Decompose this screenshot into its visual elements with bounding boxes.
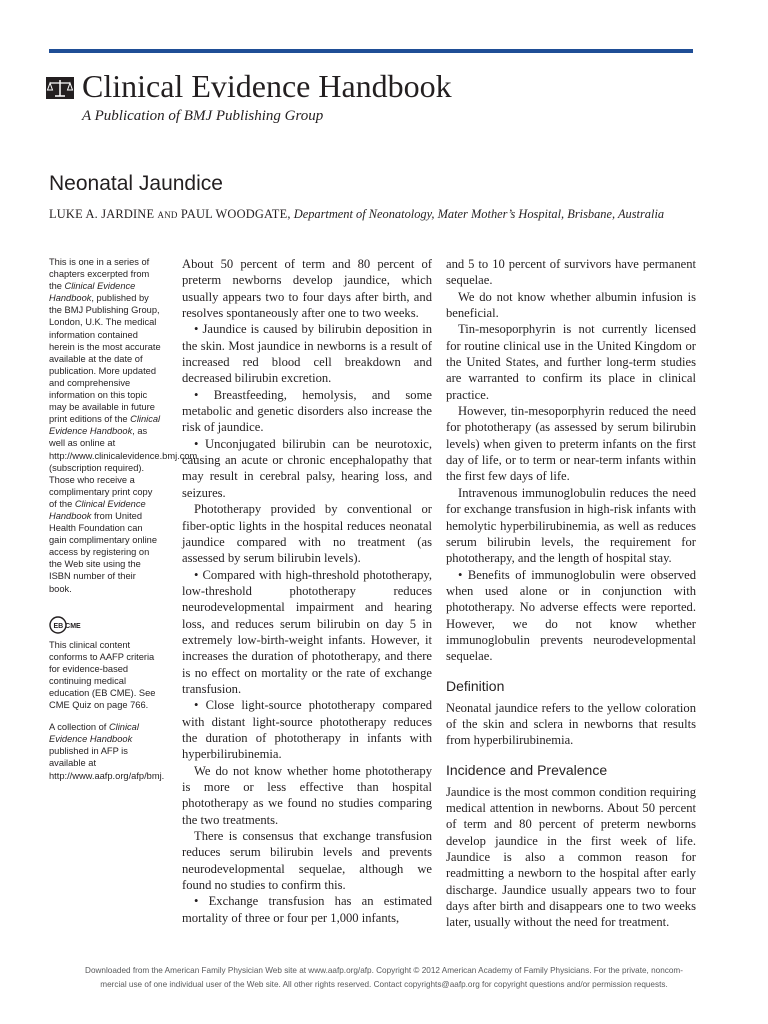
paragraph: • Breastfeeding, hemolysis, and some metabolic and genetic disorders also increase the risk of jaundice. — [182, 387, 432, 435]
ebcme-logo-icon — [49, 615, 91, 635]
paragraph: • Exchange transfusion has an estimated mortality of three or four per 1,000 infants, — [182, 894, 432, 925]
collection-text: A collection of Clinical Evidence Handbook published in AFP is available at http://www.aafp.org/afp/bmj. — [49, 722, 165, 781]
paragraph: Phototherapy provided by conventional or fiber-optic lights in the hospital reduces neonatal jaundice compared with no treatment (as assessed by serum bilirubin levels). — [182, 502, 432, 566]
paragraph: Tin-mesoporphyrin is not currently licensed for routine clinical use in the United Kingdom or the United States, and further long-term studies are warranted to confirm its place in clinical practice. — [446, 322, 696, 402]
sidebar-intro: This is one in a series of chapters excerpted from the Clinical Evidence Handbook, published by the BMJ Publishing Group, London, U.K. The medical information contained herein is the most accurate available at the date of publication. More updated and comprehensive information on this topic may be available in future print editions of the Clinical Evidence Handbook, as well as online at http://www.clinicalevidence.bmj.com (subscription required). Those who receive a complimentary print copy of the Clinical Evidence Handbook from United Health Foundation can gain complimentary online access by registering on the Web site using the ISBN number of their book. — [49, 257, 198, 594]
paragraph: We do not know whether albumin infusion is beneficial. — [446, 289, 696, 321]
paragraph: However, tin-mesoporphyrin reduced the need for phototherapy (as assessed by serum bilirubin levels) when given to preterm infants on the first day of life, or to term or near-term infants within the first few days of life. — [446, 404, 696, 484]
paragraph: There is consensus that exchange transfusion reduces serum bilirubin levels and prevents neurodevelopmental sequelae, although we found no studies to confirm this. — [182, 829, 432, 893]
incidence-text: Jaundice is the most common condition requiring medical attention in newborns. About 50 percent of term and 80 percent of preterm newborns develop jaundice in the first week of life. Jaundice is also a common reason for readmitting a newborn to the hospital after early discharge. Jaundice usually appears two to four days after birth and disappears one to two weeks later, usually without the need for treatment. — [446, 784, 696, 930]
handbook-subtitle: A Publication of BMJ Publishing Group — [82, 108, 324, 124]
footer-line-1: Downloaded from the American Family Physician Web site at www.aafp.org/afp. Copyright © 2012 American Academy of Family Physicians. For the private, noncom- — [85, 966, 683, 975]
paragraph: About 50 percent of term and 80 percent of preterm newborns develop jaundice, which usually appears two to four days after birth, and resolves spontaneously after one to two weeks. — [182, 257, 432, 321]
article-title: Neonatal Jaundice — [49, 172, 223, 195]
paragraph: • Unconjugated bilirubin can be neurotoxic, causing an acute or chronic encephalopathy that may result in cerebral palsy, hearing loss, and seizures. — [182, 436, 432, 500]
ebcme-logo-text: EB CME — [53, 622, 81, 630]
definition-text: Neonatal jaundice refers to the yellow coloration of the skin and sclera in newborns that results from hyperbilirubinemia. — [446, 700, 696, 748]
paragraph: • Close light-source phototherapy compared with distant light-source phototherapy reduces the duration of phototherapy in infants with hyperbilirubinemia. — [182, 698, 432, 762]
definition-heading: Definition — [446, 677, 505, 694]
handbook-title: Clinical Evidence Handbook — [82, 68, 452, 104]
paragraph: Intravenous immunoglobulin reduces the need for exchange transfusion in high-risk infants with hemolytic hyperbilirubinemia, as well as reduces serum bilirubin levels, the requirement for phototherapy, and the length of hospital stay. — [446, 485, 696, 566]
incidence-heading: Incidence and Prevalence — [446, 761, 608, 778]
author-affiliation: Department of Neonatology, Mater Mother’s Hospital, Brisbane, Australia — [293, 207, 665, 221]
cme-text: This clinical content conforms to AAFP criteria for evidence-based continuing medical education (EB CME). See CME Quiz on page 766. — [49, 639, 156, 711]
body-column-1 — [182, 256, 432, 926]
authors-line — [49, 207, 664, 222]
paragraph: and 5 to 10 percent of survivors have permanent sequelae. — [446, 257, 696, 288]
footer-line-2: mercial use of one individual user of the Web site. All other rights reserved. Contact copyrights@aafp.org for copyright questions and/or permission requests. — [100, 980, 668, 989]
paragraph: • Compared with high-threshold phototherapy, low-threshold phototherapy reduces neurodevelopmental impairment and hearing loss, and reduces serum bilirubin on day 5 in extremely low-birth-weight infants. However, it increases the duration of phototherapy, and there is no effect on mortality or the rate of exchange transfusion. — [182, 567, 432, 696]
copyright-footer — [49, 964, 719, 992]
paragraph: • Jaundice is caused by bilirubin deposition in the skin. Most jaundice in newborns is a result of increased red blood cell breakdown and decreased bilirubin excretion. — [182, 322, 432, 386]
sidebar-note — [49, 256, 198, 782]
top-rule — [49, 49, 693, 53]
paragraph: • Benefits of immunoglobulin were observed when used alone or in conjunction with phototherapy. No adverse effects were reported. However, we do not know whether immunoglobulin prevents neurodevelopmental sequelae. — [446, 567, 696, 664]
body-column-2 — [446, 256, 696, 931]
author-names: LUKE A. JARDINE and PAUL WOODGATE, — [49, 207, 291, 221]
scales-icon — [46, 77, 74, 99]
paragraph: We do not know whether home phototherapy is more or less effective than hospital phototherapy as we found no studies comparing the two treatments. — [182, 763, 432, 827]
